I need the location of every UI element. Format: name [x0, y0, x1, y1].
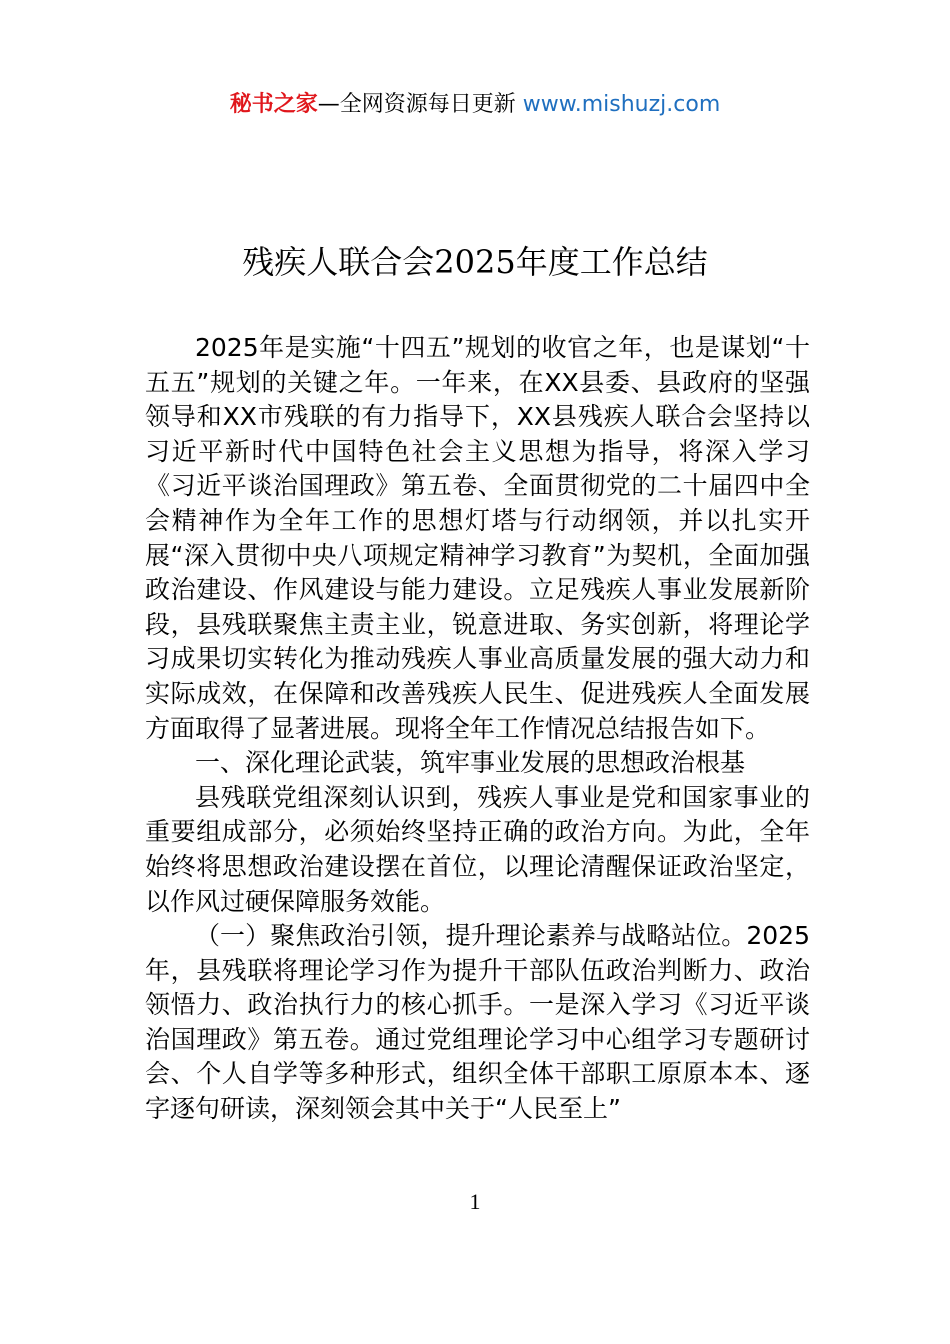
header-tagline: —全网资源每日更新 [317, 92, 523, 117]
document-title: 残疾人联合会2025年度工作总结 [242, 243, 708, 281]
site-header [0, 88, 950, 122]
paragraph-subsection-1: （一）聚焦政治引领，提升理论素养与战略站位。2025年，县残联将理论学习作为提升干部队伍政治判断力、政治领悟力、政治执行力的核心抓手。一是深入学习《习近平谈治国理政》第五卷。通过党组理论学习中心组学习专题研讨会、个人自学等多种形式，组织全体干部职工原原本本、逐字逐句研读，深刻领会其中关于“人民至上” [145, 921, 810, 1124]
paragraph-intro: 2025年是实施“十四五”规划的收官之年，也是谋划“十五五”规划的关键之年。一年来，在XX县委、县政府的坚强领导和XX市残联的有力指导下，XX县残疾人联合会坚持以习近平新时代中国特色社会主义思想为指导，将深入学习《习近平谈治国理政》第五卷、全面贯彻党的二十届四中全会精神作为全年工作的思想灯塔与行动纲领，并以扎实开展“深入贯彻中央八项规定精神学习教育”为契机，全面加强政治建设、作风建设与能力建设。立足残疾人事业发展新阶段，县残联聚焦主责主业，锐意进取、务实创新，将理论学习成果切实转化为推动残疾人事业高质量发展的强大动力和实际成效，在保障和改善残疾人民生、促进残疾人全面发展方面取得了显著进展。现将全年工作情况总结报告如下。 [145, 333, 810, 743]
page-number: 1 [469, 1189, 481, 1214]
document-body [145, 331, 810, 1127]
brand-name: 秘书之家 [229, 92, 318, 117]
site-url-link[interactable]: www.mishuzj.com [522, 92, 721, 117]
paragraph-section-1: 县残联党组深刻认识到，残疾人事业是党和国家事业的重要组成部分，必须始终坚持正确的政治方向。为此，全年始终将思想政治建设摆在首位，以理论清醒保证政治坚定，以作风过硬保障服务效能。 [145, 782, 810, 916]
section-heading-1: 一、深化理论武装，筑牢事业发展的思想政治根基 [195, 748, 746, 778]
